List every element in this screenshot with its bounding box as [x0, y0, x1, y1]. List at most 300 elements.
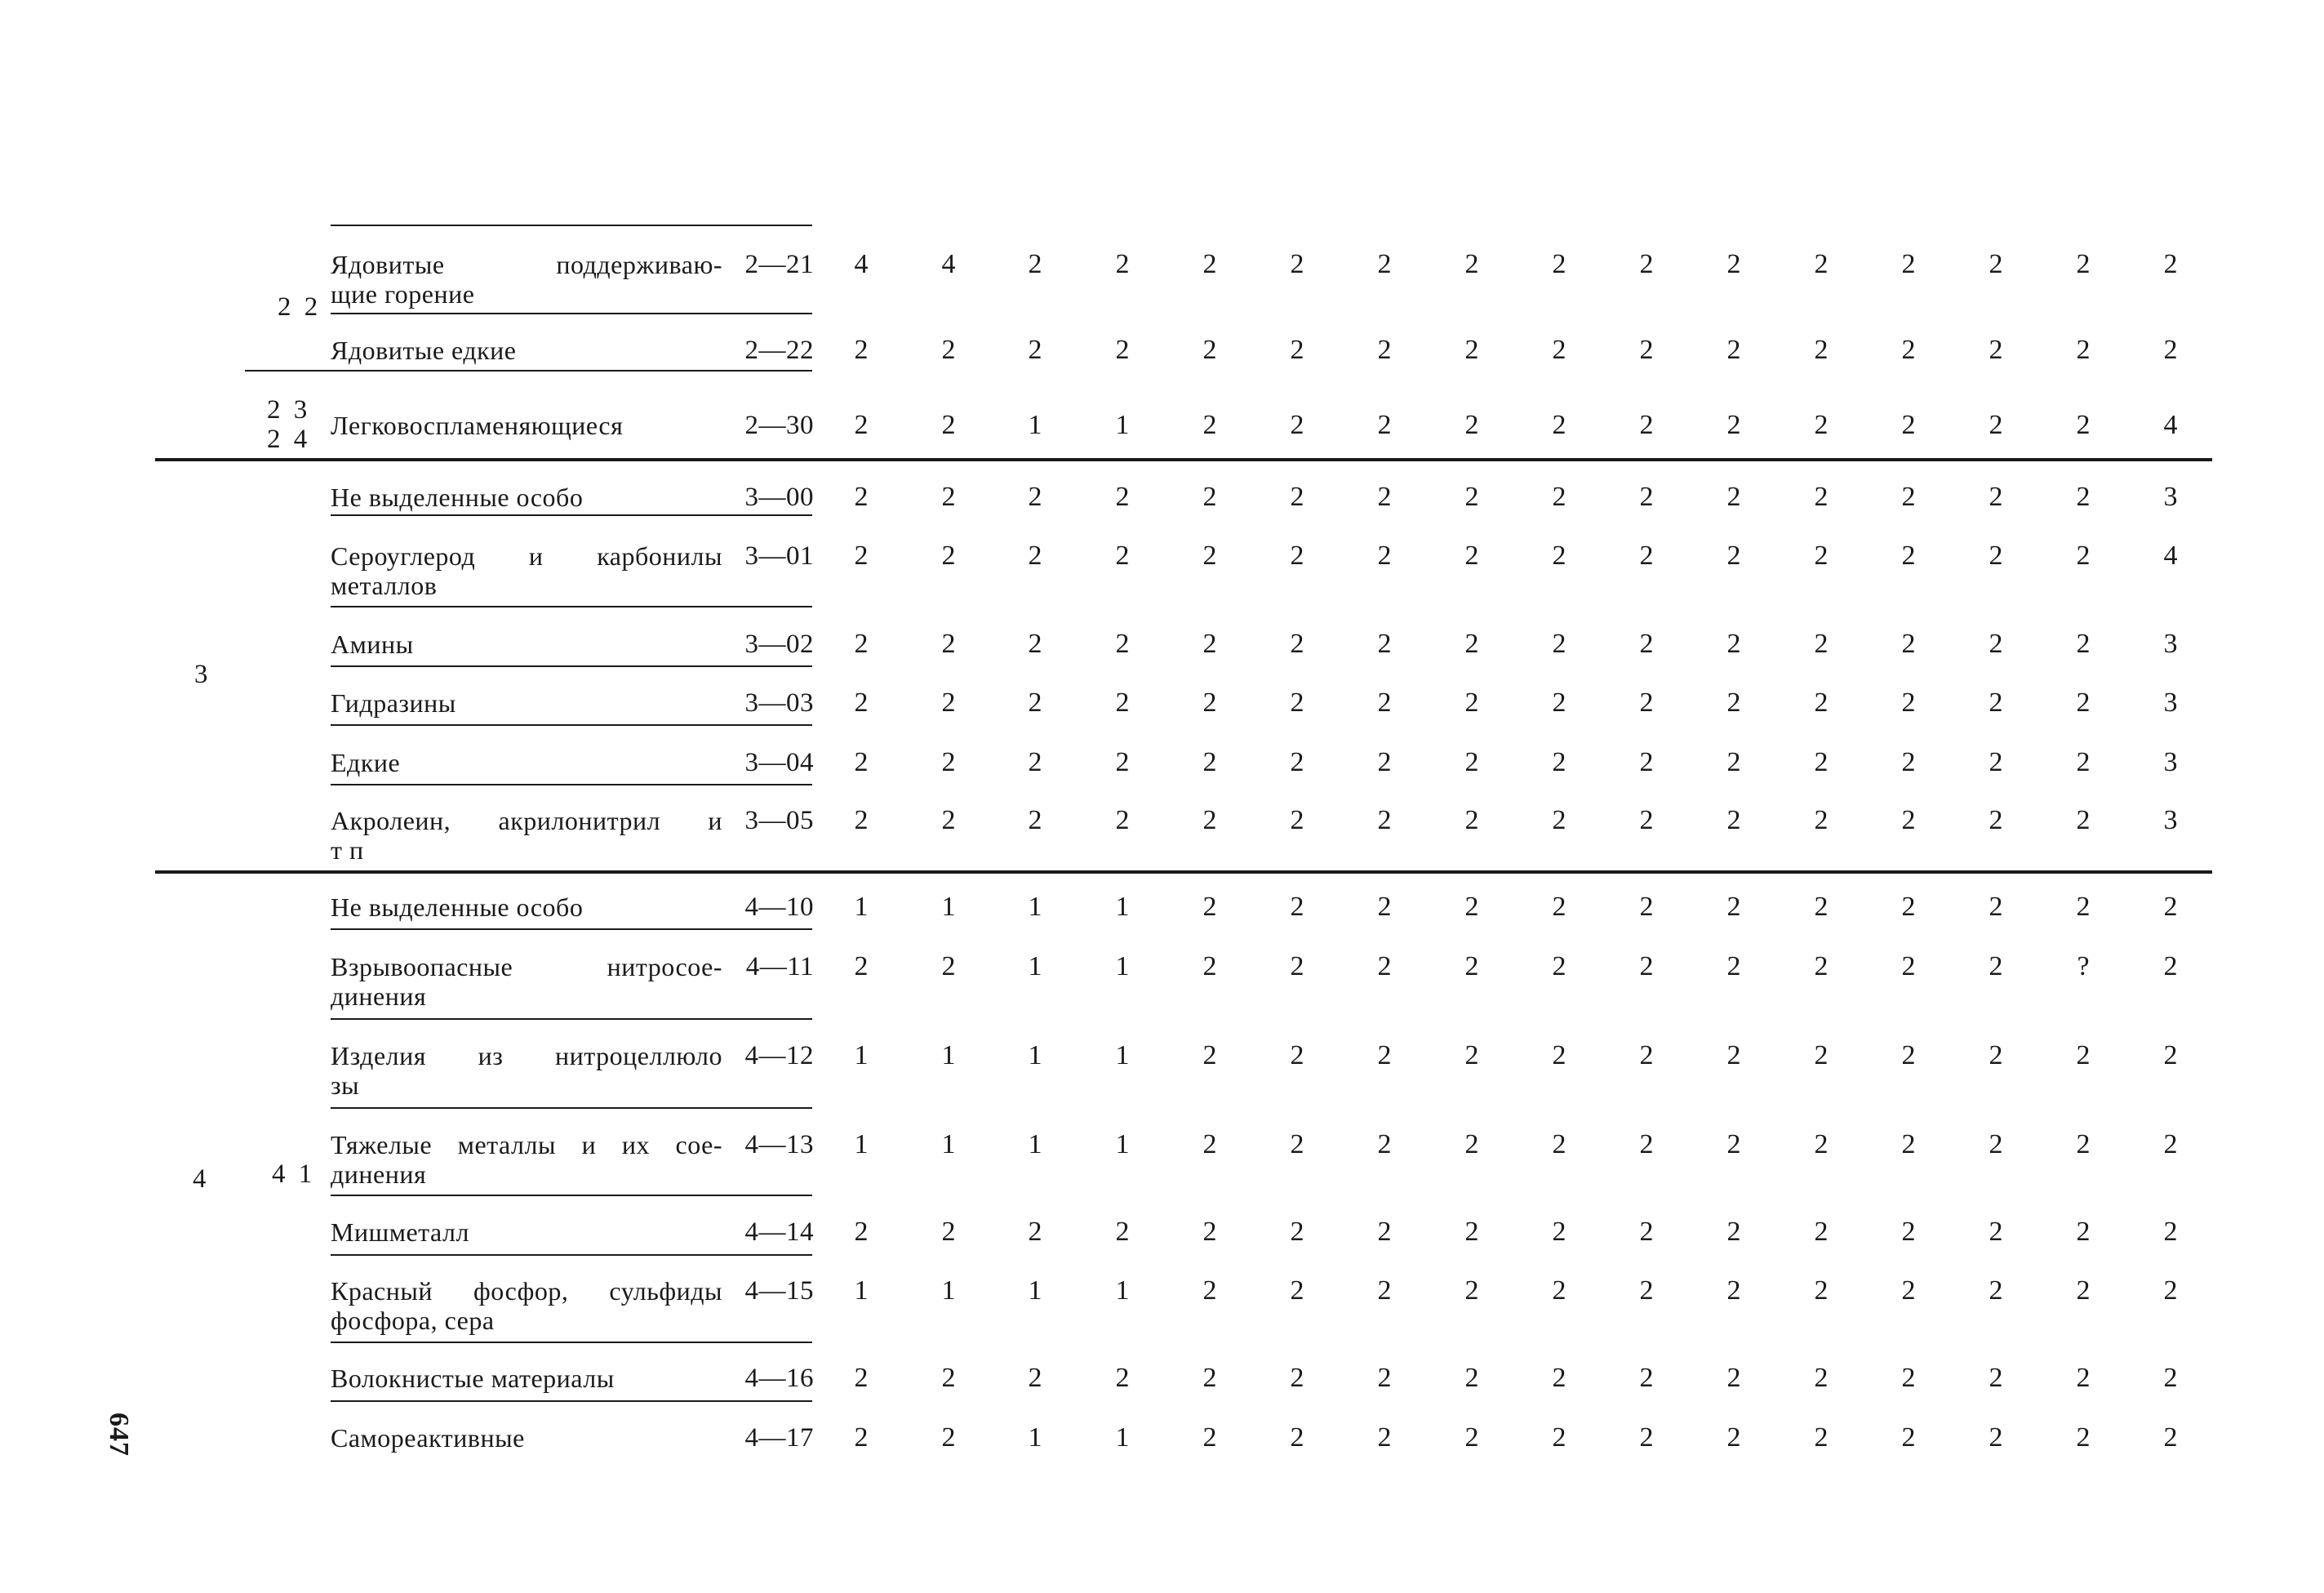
cell-value: 2 — [1814, 249, 1829, 279]
cell-value: 2 — [1814, 805, 1829, 835]
cell-value: 2 — [1552, 249, 1566, 279]
cell-value: 2 — [1814, 1040, 1829, 1070]
cell-value: 2 — [1290, 1217, 1304, 1247]
row-code: 4—13 — [744, 1130, 814, 1159]
row-name — [331, 748, 722, 777]
cell-value: 2 — [1464, 541, 1479, 571]
cell-value: 2 — [1290, 410, 1304, 440]
cell-value: 2 — [1028, 249, 1042, 279]
cell-value: 2 — [1377, 482, 1392, 512]
cell-value: 2 — [1901, 335, 1916, 365]
cell-value: 1 — [1115, 892, 1130, 922]
cell-value: 2 — [1377, 335, 1392, 365]
cell-value: 2 — [1639, 747, 1654, 777]
cell-value: 2 — [2076, 1129, 2091, 1159]
cell-value: 2 — [1202, 805, 1217, 835]
cell-value: 1 — [941, 1275, 956, 1306]
cell-value: 2 — [1377, 410, 1392, 440]
cell-value: 2 — [1901, 482, 1916, 512]
cell-value: 2 — [1639, 249, 1654, 279]
cell-value: 2 — [1726, 1363, 1741, 1393]
cell-value: 2 — [1726, 249, 1741, 279]
cell-value: 2 — [1028, 805, 1042, 835]
cell-value: 2 — [941, 687, 956, 718]
cell-value: 2 — [1552, 629, 1566, 659]
row-name — [331, 892, 722, 922]
cell-value: 2 — [1639, 1275, 1654, 1306]
cell-value: 1 — [1028, 1129, 1042, 1159]
row-rule — [331, 1107, 812, 1109]
cell-value: 2 — [1814, 1129, 1829, 1159]
cell-value: 2 — [1814, 410, 1829, 440]
cell-value: 1 — [1028, 410, 1042, 440]
cell-value: 2 — [1028, 747, 1042, 777]
cell-value: 2 — [854, 541, 869, 571]
cell-value: 2 — [1552, 335, 1566, 365]
cell-value: 2 — [1115, 541, 1130, 571]
cell-value: 1 — [941, 892, 956, 922]
cell-value: 2 — [2076, 249, 2091, 279]
cell-value: 2 — [1464, 1363, 1479, 1393]
cell-value: 2 — [1726, 410, 1741, 440]
cell-value: 2 — [1639, 892, 1654, 922]
cell-value: 2 — [1202, 687, 1217, 718]
cell-value: 2 — [1290, 629, 1304, 659]
row-name-line: Мишметалл — [331, 1217, 469, 1247]
cell-value: 2 — [1989, 482, 2003, 512]
cell-value: 2 — [941, 805, 956, 835]
row-name — [331, 688, 722, 718]
cell-value: 2 — [2076, 892, 2091, 922]
cell-value: 2 — [1202, 747, 1217, 777]
row-code: 4—11 — [745, 952, 814, 981]
cell-value: 2 — [1115, 805, 1130, 835]
cell-value: 1 — [941, 1040, 956, 1070]
cell-value: 2 — [1377, 541, 1392, 571]
cell-value: 2 — [1552, 482, 1566, 512]
cell-value: 2 — [941, 1422, 956, 1453]
cell-value: 2 — [2163, 1217, 2178, 1247]
cell-value: 2 — [1464, 410, 1479, 440]
cell-value: 2 — [1377, 747, 1392, 777]
cell-value: 3 — [2163, 482, 2178, 512]
row-name-line: Тяжелые металлы и их сое- — [331, 1130, 722, 1159]
cell-value: 2 — [1464, 629, 1479, 659]
row-name-line: Акролеин, акрилонитрил и — [331, 806, 722, 835]
row-rule — [331, 1018, 812, 1020]
cell-value: 2 — [2076, 629, 2091, 659]
row-rule — [331, 1195, 812, 1196]
cell-value: 1 — [1115, 1275, 1130, 1306]
cell-value: 2 — [1202, 335, 1217, 365]
row-rule — [331, 665, 812, 667]
row-name — [331, 541, 722, 600]
cell-value: 1 — [1115, 1129, 1130, 1159]
cell-value: 2 — [1639, 629, 1654, 659]
cell-value: 2 — [1814, 482, 1829, 512]
cell-value: 3 — [2163, 747, 2178, 777]
cell-value: 2 — [1290, 482, 1304, 512]
cell-value: 2 — [1901, 1363, 1916, 1393]
cell-value: 2 — [1989, 249, 2003, 279]
row-name — [331, 1130, 722, 1189]
row-name-line: Сероуглерод и карбонилы — [331, 541, 722, 571]
cell-value: 2 — [1901, 410, 1916, 440]
cell-value: 2 — [1639, 805, 1654, 835]
cell-value: 2 — [1464, 1040, 1479, 1070]
cell-value: 2 — [1901, 687, 1916, 718]
cell-value: 2 — [1202, 1040, 1217, 1070]
cell-value: 2 — [1989, 410, 2003, 440]
cell-value: 4 — [854, 249, 869, 279]
cell-value: 2 — [1901, 892, 1916, 922]
cell-value: 2 — [1814, 1275, 1829, 1306]
cell-value: 2 — [1639, 1363, 1654, 1393]
cell-value: 2 — [1901, 1422, 1916, 1453]
cell-value: 2 — [1464, 249, 1479, 279]
cell-value: 2 — [2163, 1363, 2178, 1393]
cell-value: 2 — [941, 335, 956, 365]
cell-value: 2 — [1115, 482, 1130, 512]
row-code: 4—14 — [744, 1217, 814, 1247]
cell-value: 2 — [941, 482, 956, 512]
cell-value: 2 — [1726, 1217, 1741, 1247]
cell-value: 2 — [1814, 1422, 1829, 1453]
row-name-line: Изделия из нитроцеллюло — [331, 1041, 722, 1070]
row-name-line: Ядовитые едкие — [331, 336, 517, 365]
cell-value: 2 — [1901, 951, 1916, 981]
cell-value: 2 — [1464, 1422, 1479, 1453]
cell-value: 2 — [2163, 1422, 2178, 1453]
cell-value: 2 — [1377, 1275, 1392, 1306]
cell-value: 2 — [1639, 410, 1654, 440]
row-rule — [331, 724, 812, 726]
cell-value: 2 — [854, 747, 869, 777]
cell-value: 2 — [1726, 1129, 1741, 1159]
cell-value: 2 — [1552, 805, 1566, 835]
cell-value: 2 — [1464, 482, 1479, 512]
row-name-line: Не выделенные особо — [331, 483, 584, 512]
row-name — [331, 336, 722, 365]
cell-value: 2 — [1989, 1040, 2003, 1070]
row-name — [331, 250, 722, 309]
cell-value: 1 — [1115, 1040, 1130, 1070]
cell-value: 2 — [1989, 335, 2003, 365]
cell-value: 2 — [1377, 1422, 1392, 1453]
cell-value: 2 — [1377, 1363, 1392, 1393]
cell-value: 2 — [2076, 541, 2091, 571]
cell-value: 2 — [854, 1217, 869, 1247]
cell-value: 2 — [1989, 1217, 2003, 1247]
cell-value: 2 — [1639, 1040, 1654, 1070]
cell-value: 2 — [1202, 1275, 1217, 1306]
cell-value: 2 — [1639, 541, 1654, 571]
cell-value: 2 — [1115, 747, 1130, 777]
cell-value: 2 — [1552, 1040, 1566, 1070]
cell-value: 2 — [854, 482, 869, 512]
group-label-2-3: 2 3 — [267, 395, 311, 425]
cell-value: 2 — [2076, 1363, 2091, 1393]
cell-value: 2 — [1552, 541, 1566, 571]
row-rule — [331, 1254, 812, 1256]
cell-value: 1 — [1028, 951, 1042, 981]
row-name-line: Легковоспламеняющиеся — [331, 411, 624, 440]
cell-value: 2 — [1290, 892, 1304, 922]
cell-value: 2 — [1552, 892, 1566, 922]
row-name-line: Самореактивные — [331, 1423, 525, 1453]
row-name — [331, 1217, 722, 1247]
cell-value: 2 — [2076, 1422, 2091, 1453]
cell-value: 1 — [1028, 1275, 1042, 1306]
row-name — [331, 411, 722, 440]
cell-value: 2 — [2163, 1129, 2178, 1159]
row-name — [331, 483, 722, 512]
cell-value: 2 — [1989, 629, 2003, 659]
cell-value: 4 — [2163, 410, 2178, 440]
cell-value: 1 — [941, 1129, 956, 1159]
cell-value: 2 — [2076, 805, 2091, 835]
cell-value: 2 — [1552, 951, 1566, 981]
row-name — [331, 1364, 722, 1393]
cell-value: 2 — [854, 1363, 869, 1393]
cell-value: 2 — [1552, 687, 1566, 718]
row-code: 2—21 — [744, 250, 814, 279]
row-name-line: Гидразины — [331, 688, 456, 718]
cell-value: 2 — [1464, 1217, 1479, 1247]
row-name-line: металлов — [331, 571, 438, 600]
row-code: 3—05 — [744, 806, 814, 835]
cell-value: 2 — [1639, 687, 1654, 718]
cell-value: ? — [2077, 951, 2090, 981]
cell-value: 2 — [1290, 687, 1304, 718]
row-code: 3—00 — [744, 483, 814, 512]
row-name-line: т п — [331, 835, 364, 865]
cell-value: 2 — [2076, 1040, 2091, 1070]
cell-value: 2 — [1989, 892, 2003, 922]
cell-value: 4 — [2163, 541, 2178, 571]
cell-value: 2 — [1726, 1422, 1741, 1453]
row-name-line: Едкие — [331, 748, 401, 777]
cell-value: 2 — [1726, 335, 1741, 365]
cell-value: 2 — [1639, 335, 1654, 365]
cell-value: 2 — [1377, 687, 1392, 718]
cell-value: 2 — [1726, 687, 1741, 718]
cell-value: 2 — [941, 951, 956, 981]
cell-value: 1 — [1028, 892, 1042, 922]
row-code: 2—22 — [744, 336, 814, 365]
cell-value: 2 — [1377, 951, 1392, 981]
cell-value: 2 — [1989, 951, 2003, 981]
row-rule — [331, 514, 812, 516]
cell-value: 2 — [1290, 1129, 1304, 1159]
row-code: 3—01 — [744, 541, 814, 571]
cell-value: 2 — [1639, 482, 1654, 512]
row-rule — [245, 370, 812, 372]
cell-value: 1 — [1028, 1040, 1042, 1070]
cell-value: 2 — [1464, 805, 1479, 835]
cell-value: 2 — [941, 629, 956, 659]
cell-value: 2 — [1901, 541, 1916, 571]
cell-value: 2 — [1639, 1129, 1654, 1159]
cell-value: 1 — [1115, 1422, 1130, 1453]
group-label-3: 3 — [194, 660, 211, 689]
cell-value: 2 — [1726, 892, 1741, 922]
cell-value: 2 — [2163, 249, 2178, 279]
cell-value: 2 — [1028, 335, 1042, 365]
cell-value: 2 — [1989, 1275, 2003, 1306]
cell-value: 2 — [1814, 951, 1829, 981]
cell-value: 2 — [2163, 335, 2178, 365]
row-name-line: Ядовитые поддерживаю- — [331, 250, 722, 279]
cell-value: 2 — [1814, 687, 1829, 718]
row-code: 3—03 — [744, 688, 814, 718]
cell-value: 2 — [2163, 951, 2178, 981]
cell-value: 2 — [2076, 1275, 2091, 1306]
cell-value: 1 — [854, 892, 869, 922]
cell-value: 3 — [2163, 629, 2178, 659]
cell-value: 2 — [1290, 805, 1304, 835]
cell-value: 2 — [854, 629, 869, 659]
row-code: 4—10 — [744, 892, 814, 922]
row-rule — [331, 606, 812, 607]
cell-value: 2 — [1464, 1275, 1479, 1306]
cell-value: 2 — [1989, 747, 2003, 777]
cell-value: 2 — [1989, 1129, 2003, 1159]
cell-value: 2 — [1202, 1217, 1217, 1247]
cell-value: 2 — [854, 687, 869, 718]
cell-value: 2 — [1814, 335, 1829, 365]
cell-value: 2 — [1202, 249, 1217, 279]
cell-value: 2 — [1028, 629, 1042, 659]
cell-value: 2 — [1377, 805, 1392, 835]
cell-value: 2 — [2076, 335, 2091, 365]
cell-value: 2 — [1202, 482, 1217, 512]
cell-value: 2 — [941, 1363, 956, 1393]
cell-value: 1 — [1115, 410, 1130, 440]
cell-value: 2 — [1726, 541, 1741, 571]
cell-value: 2 — [941, 410, 956, 440]
cell-value: 2 — [1202, 629, 1217, 659]
row-name — [331, 1423, 722, 1453]
row-name — [331, 1041, 722, 1100]
cell-value: 3 — [2163, 805, 2178, 835]
cell-value: 4 — [941, 249, 956, 279]
cell-value: 2 — [2076, 687, 2091, 718]
cell-value: 2 — [2163, 1040, 2178, 1070]
section-rule — [155, 458, 2212, 461]
cell-value: 2 — [1726, 1275, 1741, 1306]
row-code: 4—17 — [744, 1423, 814, 1453]
row-code: 3—04 — [744, 748, 814, 777]
row-name-line: щие горение — [331, 279, 475, 309]
cell-value: 2 — [2076, 1217, 2091, 1247]
cell-value: 2 — [1901, 1217, 1916, 1247]
cell-value: 2 — [1202, 1129, 1217, 1159]
cell-value: 2 — [1202, 892, 1217, 922]
group-label-4-1: 4 1 — [272, 1159, 316, 1189]
cell-value: 2 — [1552, 1217, 1566, 1247]
cell-value: 2 — [1814, 892, 1829, 922]
row-code: 3—02 — [744, 630, 814, 659]
row-name-line: Не выделенные особо — [331, 892, 584, 922]
cell-value: 2 — [2163, 892, 2178, 922]
row-code: 4—12 — [744, 1041, 814, 1070]
cell-value: 2 — [1552, 747, 1566, 777]
cell-value: 2 — [1377, 1217, 1392, 1247]
cell-value: 2 — [1552, 1275, 1566, 1306]
cell-value: 2 — [1639, 1217, 1654, 1247]
cell-value: 1 — [1115, 951, 1130, 981]
row-name — [331, 952, 722, 1011]
cell-value: 2 — [854, 951, 869, 981]
cell-value: 2 — [1115, 1363, 1130, 1393]
cell-value: 2 — [2076, 747, 2091, 777]
cell-value: 2 — [941, 1217, 956, 1247]
cell-value: 2 — [1202, 951, 1217, 981]
cell-value: 2 — [1464, 747, 1479, 777]
cell-value: 2 — [1290, 249, 1304, 279]
cell-value: 2 — [2076, 482, 2091, 512]
cell-value: 2 — [1377, 892, 1392, 922]
cell-value: 2 — [1814, 541, 1829, 571]
row-name-line: Красный фосфор, сульфиды — [331, 1276, 722, 1306]
cell-value: 2 — [1464, 335, 1479, 365]
cell-value: 2 — [1202, 1422, 1217, 1453]
cell-value: 2 — [1989, 687, 2003, 718]
row-rule — [331, 928, 812, 930]
cell-value: 2 — [1115, 629, 1130, 659]
cell-value: 2 — [1464, 687, 1479, 718]
top-rule — [331, 225, 812, 226]
cell-value: 2 — [2076, 410, 2091, 440]
cell-value: 2 — [1989, 541, 2003, 571]
row-code: 4—15 — [744, 1276, 814, 1306]
cell-value: 2 — [1814, 1217, 1829, 1247]
cell-value: 2 — [1464, 892, 1479, 922]
cell-value: 2 — [1115, 335, 1130, 365]
cell-value: 2 — [1115, 249, 1130, 279]
cell-value: 2 — [1726, 951, 1741, 981]
cell-value: 2 — [1989, 1422, 2003, 1453]
row-rule — [331, 784, 812, 785]
cell-value: 2 — [1901, 747, 1916, 777]
cell-value: 2 — [1290, 335, 1304, 365]
row-name-line: Волокнистые материалы — [331, 1364, 615, 1393]
row-code: 2—30 — [744, 411, 814, 440]
cell-value: 2 — [1464, 951, 1479, 981]
row-rule — [331, 1400, 812, 1402]
cell-value: 2 — [1115, 687, 1130, 718]
cell-value: 2 — [2163, 1275, 2178, 1306]
cell-value: 2 — [1814, 629, 1829, 659]
cell-value: 2 — [1028, 482, 1042, 512]
cell-value: 2 — [1028, 541, 1042, 571]
cell-value: 3 — [2163, 687, 2178, 718]
cell-value: 2 — [1202, 1363, 1217, 1393]
row-rule — [331, 313, 812, 314]
cell-value: 2 — [1726, 482, 1741, 512]
cell-value: 2 — [1377, 1040, 1392, 1070]
cell-value: 2 — [1290, 1363, 1304, 1393]
cell-value: 1 — [1028, 1422, 1042, 1453]
cell-value: 2 — [1901, 629, 1916, 659]
cell-value: 2 — [1290, 541, 1304, 571]
cell-value: 2 — [1290, 951, 1304, 981]
cell-value: 2 — [1901, 1040, 1916, 1070]
cell-value: 1 — [854, 1040, 869, 1070]
cell-value: 2 — [1464, 1129, 1479, 1159]
row-code: 4—16 — [744, 1364, 814, 1393]
